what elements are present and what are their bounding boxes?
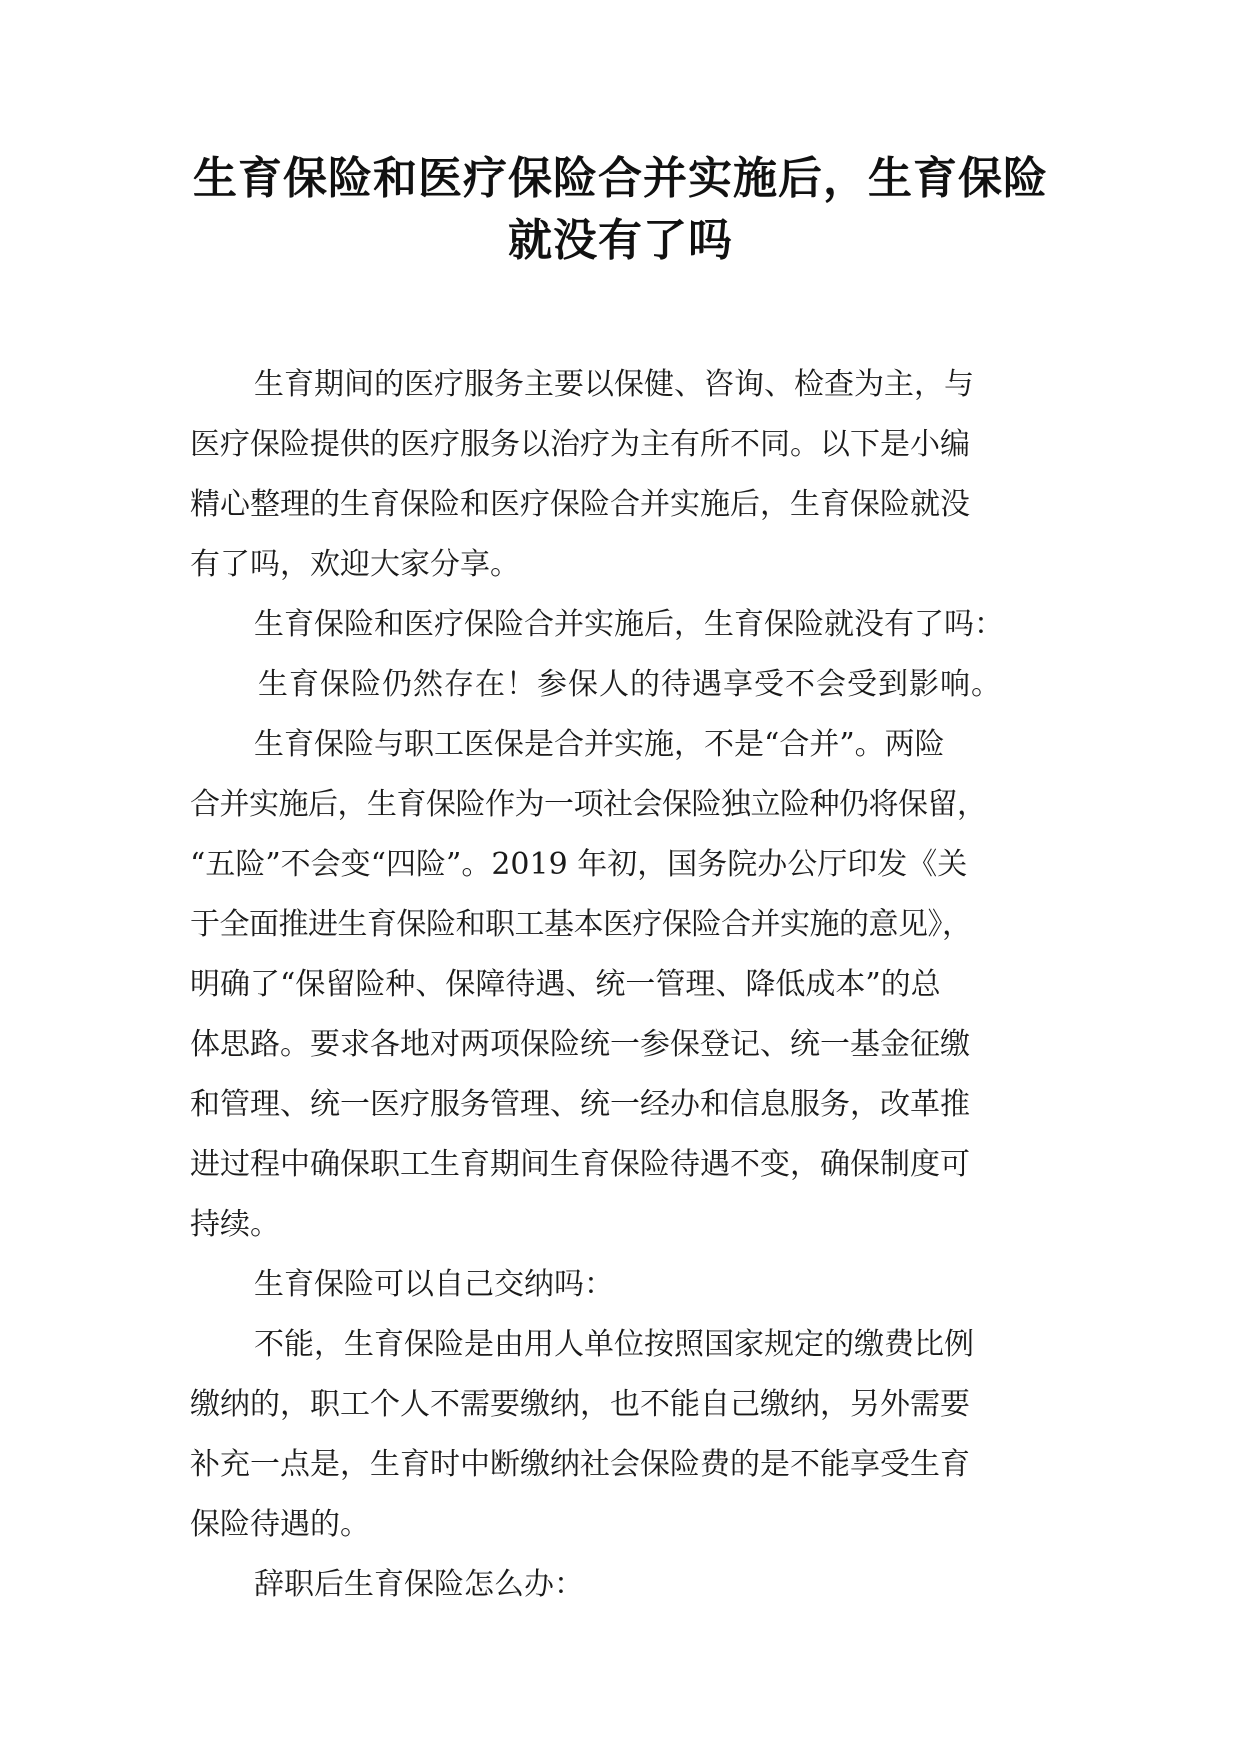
paragraph-line: 明确了“保留险种、保障待遇、统一管理、降低成本”的总 bbox=[190, 967, 941, 1002]
paragraph-line: 生育保险和医疗保险合并实施后，生育保险就没有了吗： bbox=[254, 607, 1004, 642]
paragraph-line: 生育期间的医疗服务主要以保健、咨询、检查为主，与 bbox=[254, 367, 974, 402]
paragraph-self-pay-answer bbox=[190, 1315, 1050, 1555]
paragraph-line: 生育保险可以自己交纳吗： bbox=[254, 1267, 614, 1302]
paragraph-line: 于全面推进生育保险和职工基本医疗保险合并实施的意见》， bbox=[190, 907, 972, 942]
paragraph-line: “五险”不会变“四险”。2019 年初，国务院办公厅印发《关 bbox=[190, 847, 968, 882]
paragraph-self-pay-heading bbox=[190, 1255, 1050, 1315]
paragraph-line: 补充一点是，生育时中断缴纳社会保险费的是不能享受生育 bbox=[190, 1447, 970, 1482]
document-title bbox=[150, 148, 1091, 272]
document-body bbox=[190, 355, 1050, 1615]
paragraph-line: 保险待遇的。 bbox=[190, 1507, 370, 1542]
title-line: 生育保险和医疗保险合并实施后，生育保险 bbox=[193, 153, 1048, 204]
paragraph-line: 持续。 bbox=[190, 1207, 280, 1242]
paragraph-line: 生育保险与职工医保是合并实施，不是“合并”。两险 bbox=[254, 727, 945, 762]
paragraph-intro bbox=[190, 355, 1050, 595]
paragraph-line: 不能，生育保险是由用人单位按照国家规定的缴费比例 bbox=[254, 1327, 974, 1362]
paragraph-line: 和管理、统一医疗服务管理、统一经办和信息服务，改革推 bbox=[190, 1087, 970, 1122]
paragraph-resignation-heading bbox=[190, 1555, 1050, 1615]
paragraph-line: 进过程中确保职工生育期间生育保险待遇不变，确保制度可 bbox=[190, 1147, 970, 1182]
paragraph-line: 医疗保险提供的医疗服务以治疗为主有所不同。以下是小编 bbox=[190, 427, 970, 462]
paragraph-line: 缴纳的，职工个人不需要缴纳，也不能自己缴纳，另外需要 bbox=[190, 1387, 970, 1422]
paragraph-line: 体思路。要求各地对两项保险统一参保登记、统一基金征缴 bbox=[190, 1027, 970, 1062]
paragraph-answer-short bbox=[190, 655, 1050, 715]
paragraph-line: 合并实施后，生育保险作为一项社会保险独立险种仍将保留， bbox=[190, 787, 987, 822]
paragraph-line: 精心整理的生育保险和医疗保险合并实施后，生育保险就没 bbox=[190, 487, 970, 522]
paragraph-line: 有了吗，欢迎大家分享。 bbox=[190, 547, 520, 582]
paragraph-line: 生育保险仍然存在！参保人的待遇享受不会受到影响。 bbox=[258, 667, 1002, 702]
paragraph-merge-explanation bbox=[190, 715, 1050, 1255]
paragraph-line: 辞职后生育保险怎么办： bbox=[254, 1567, 584, 1602]
paragraph-question-heading bbox=[190, 595, 1050, 655]
title-line: 就没有了吗 bbox=[508, 215, 733, 266]
